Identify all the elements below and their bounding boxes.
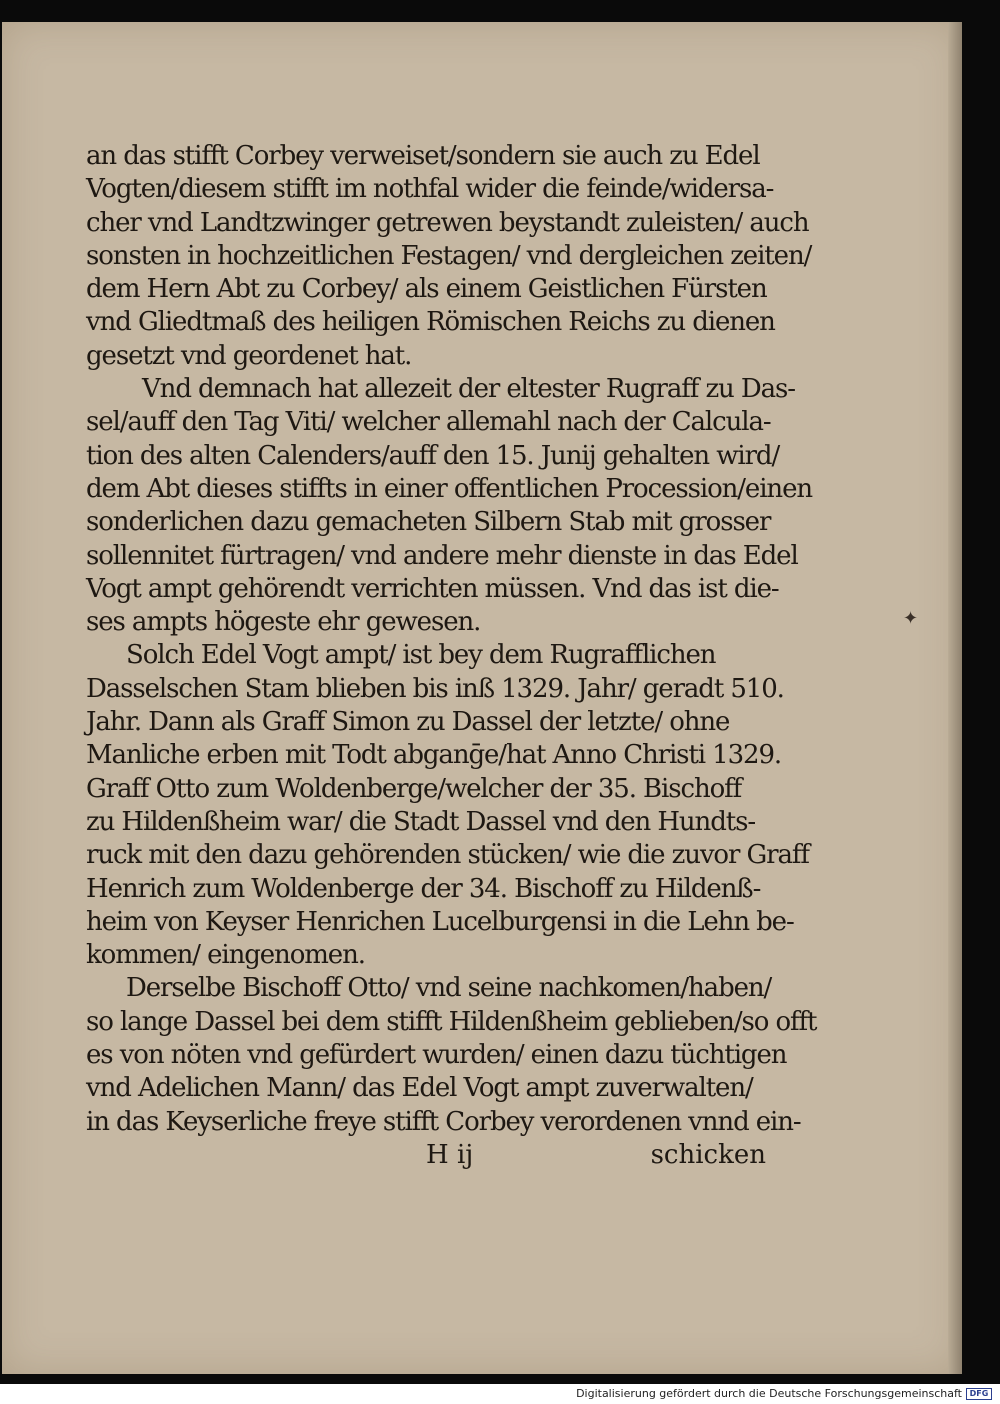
catchword: schicken: [650, 1140, 766, 1170]
text-line: tion des alten Calenders/auff den 15. Junij gehalten wird/: [86, 440, 780, 471]
text-line: sollennitet fürtragen/ vnd andere mehr dienste in das Edel: [86, 540, 798, 571]
dfg-logo-icon: DFG: [966, 1388, 992, 1400]
text-line: Graff Otto zum Woldenberge/welcher der 35. Bischoff: [86, 773, 742, 804]
page-edge: [948, 22, 962, 1374]
text-line: es von nöten vnd gefürdert wurden/ einen dazu tüchtigen: [86, 1040, 787, 1071]
text-line: sel/auff den Tag Viti/ welcher allemahl nach der Calcula-: [86, 407, 771, 438]
text-line: kommen/ eingenomen.: [86, 940, 365, 971]
funding-credit: Digitalisierung gefördert durch die Deutsche Forschungsgemeinschaft: [576, 1387, 962, 1400]
text-line: zu Hildenßheim war/ die Stadt Dassel vnd den Hundts-: [86, 806, 756, 837]
text-line: Jahr. Dann als Graff Simon zu Dassel der letzte/ ohne: [86, 707, 730, 738]
footer-bar: [0, 1384, 1000, 1404]
text-line: ses ampts högeste ehr gewesen.: [86, 607, 481, 638]
text-line: gesetzt vnd geordenet hat.: [86, 340, 412, 371]
text-line: Vogten/diesem stifft im nothfal wider die feinde/widersa-: [86, 174, 774, 205]
text-line: vnd Gliedtmaß des heiligen Römischen Reichs zu dienen: [86, 307, 775, 338]
body-text: [86, 140, 817, 1139]
text-line: ruck mit den dazu gehörenden stücken/ wie die zuvor Graff: [86, 840, 809, 871]
text-line: dem Hern Abt zu Corbey/ als einem Geistlichen Fürsten: [86, 274, 767, 305]
text-line: Manliche erben mit Todt abganḡe/hat Anno Christi 1329.: [86, 740, 782, 771]
text-line: dem Abt dieses stiffts in einer offentlichen Procession/einen: [86, 473, 813, 504]
text-line: Henrich zum Woldenberge der 34. Bischoff zu Hildenß-: [86, 873, 761, 904]
text-line: so lange Dassel bei dem stifft Hildenßheim geblieben/so offt: [86, 1006, 817, 1037]
text-line: Derselbe Bischoff Otto/ vnd seine nachkomen/haben/: [126, 973, 772, 1004]
text-line: in das Keyserliche freye stifft Corbey verordenen vnnd ein-: [86, 1106, 801, 1137]
text-line: Vogt ampt gehörendt verrichten müssen. Vnd das ist die-: [86, 573, 779, 604]
text-line: sonderlichen dazu gemacheten Silbern Stab mit grosser: [86, 507, 771, 538]
signature-mark: H ij: [426, 1140, 474, 1170]
ink-blot: ✦: [903, 608, 919, 629]
text-line: Solch Edel Vogt ampt/ ist bey dem Rugrafflichen: [126, 640, 716, 671]
text-line: vnd Adelichen Mann/ das Edel Vogt ampt zuverwalten/: [86, 1073, 753, 1104]
text-line: sonsten in hochzeitlichen Festagen/ vnd dergleichen zeiten/: [86, 240, 812, 271]
text-line: heim von Keyser Henrichen Lucelburgensi in die Lehn be-: [86, 906, 794, 937]
text-line: Vnd demnach hat allezeit der eltester Rugraff zu Das-: [142, 374, 795, 405]
text-line: an das stifft Corbey verweiset/sondern sie auch zu Edel: [86, 141, 760, 171]
page-foot: [86, 1137, 766, 1173]
text-line: Dasselschen Stam blieben bis inß 1329. Jahr/ geradt 510.: [86, 673, 784, 704]
text-line: cher vnd Landtzwinger getrewen beystandt zuleisten/ auch: [86, 207, 809, 238]
